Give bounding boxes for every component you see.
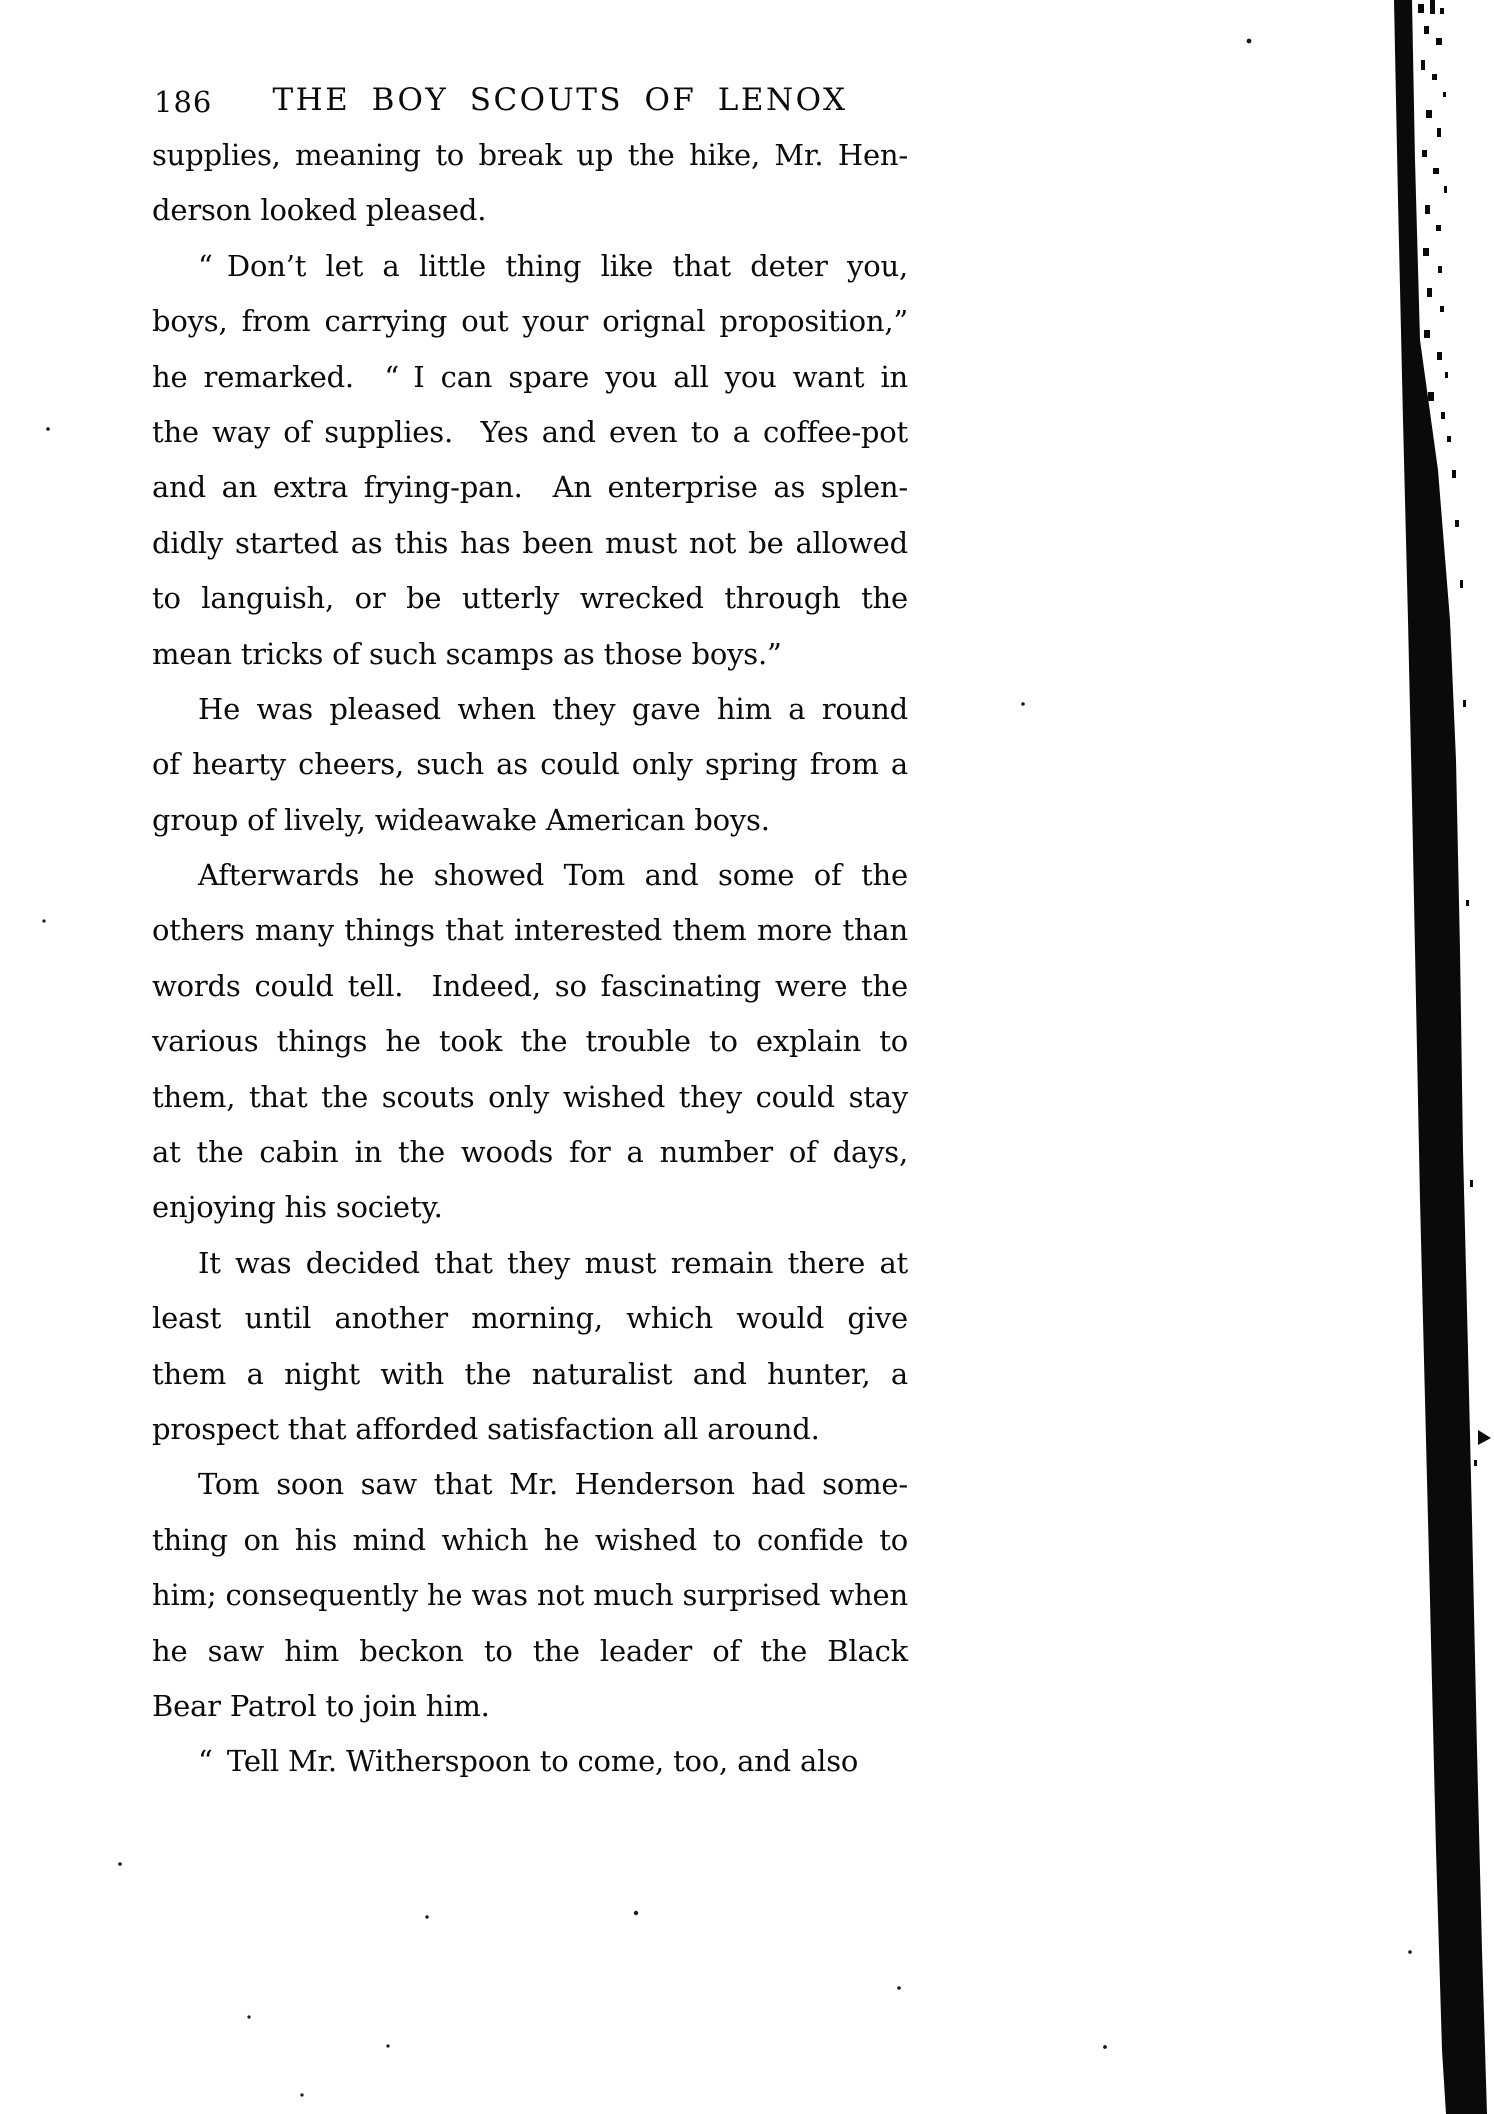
- text-line: prospect that afforded satisfaction all around.: [152, 1411, 820, 1446]
- running-head: [152, 82, 908, 124]
- text-line: of hearty cheers, such as could only spring from a: [152, 747, 908, 782]
- text-line: didly started as this has been must not be allowed: [152, 525, 908, 560]
- scan-noise-grain: [1418, 0, 1477, 1466]
- text-line: supplies, meaning to break up the hike, Mr. Hen-: [152, 138, 908, 172]
- text-line: the way of supplies. Yes and even to a coffee-pot: [152, 414, 908, 449]
- text-line: “ Tell Mr. Witherspoon to come, too, and also: [198, 1744, 859, 1779]
- edge-nick: [1478, 1430, 1491, 1445]
- text-line: Bear Patrol to join him.: [152, 1688, 490, 1723]
- text-line: boys, from carrying out your orignal proposition,”: [152, 304, 908, 339]
- text-line: Afterwards he showed Tom and some of the: [198, 858, 908, 893]
- text-line: Tom soon saw that Mr. Henderson had some-: [198, 1467, 908, 1502]
- text-line: them, that the scouts only wished they could stay: [152, 1079, 908, 1114]
- gutter-shadow-band: [1394, 0, 1487, 2114]
- text-line: enjoying his society.: [152, 1190, 443, 1225]
- text-block: [152, 128, 908, 1790]
- text-line: him; consequently he was not much surprised when: [152, 1578, 908, 1613]
- text-line: he saw him beckon to the leader of the Black: [152, 1633, 908, 1668]
- text-line: “ Don’t let a little thing like that deter you,: [198, 248, 908, 283]
- running-title: THE BOY SCOUTS OF LENOX: [272, 82, 848, 118]
- text-line: various things he took the trouble to explain to: [152, 1024, 908, 1059]
- text-line: It was decided that they must remain there at: [198, 1245, 908, 1280]
- text-line: thing on his mind which he wished to confide to: [152, 1522, 908, 1557]
- text-line: derson looked pleased.: [152, 193, 487, 228]
- text-line: least until another morning, which would give: [152, 1301, 908, 1336]
- text-line: group of lively, wideawake American boys.: [152, 802, 770, 837]
- text-line: to languish, or be utterly wrecked through the: [152, 581, 908, 616]
- text-line: He was pleased when they gave him a round: [198, 691, 908, 726]
- page-number: 186: [154, 85, 213, 119]
- text-line: mean tricks of such scamps as those boys.”: [152, 636, 782, 671]
- text-line: he remarked. “ I can spare you all you want in: [152, 359, 908, 394]
- text-line: words could tell. Indeed, so fascinating were the: [152, 968, 908, 1003]
- text-line: and an extra frying-pan. An enterprise as splen-: [152, 470, 908, 505]
- text-line: at the cabin in the woods for a number of days,: [152, 1135, 908, 1170]
- text-line: them a night with the naturalist and hunter, a: [152, 1356, 908, 1391]
- text-line: others many things that interested them more than: [152, 913, 908, 948]
